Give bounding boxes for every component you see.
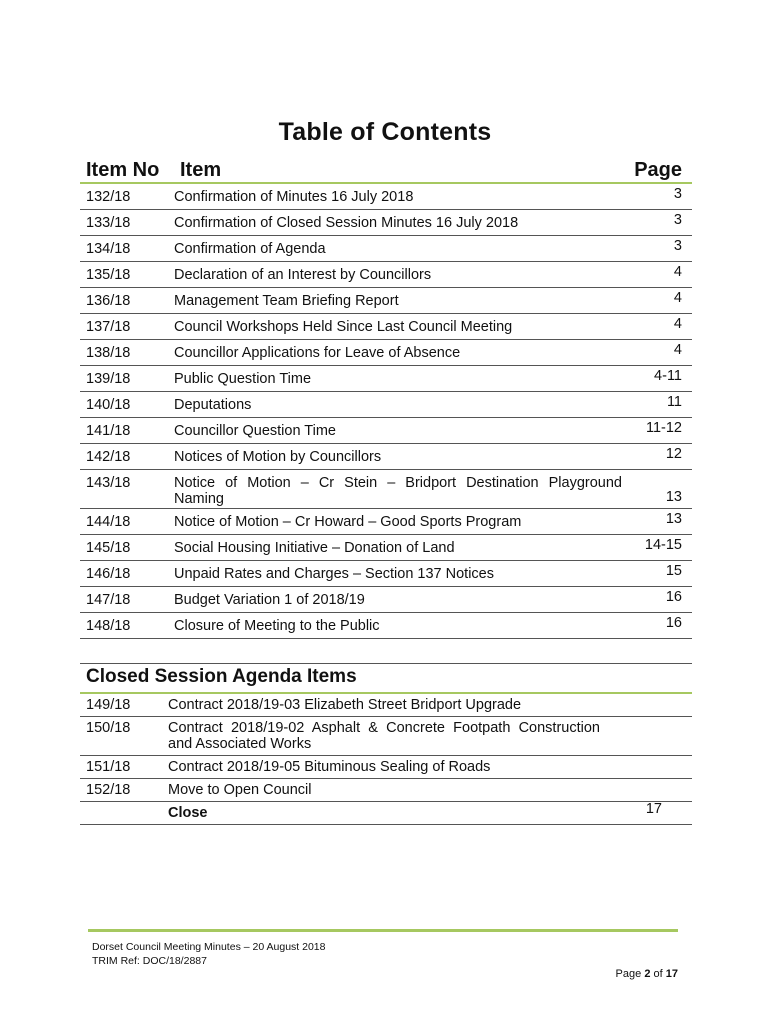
row-page: 4 [673,342,682,358]
table-row [80,509,692,535]
table-row [80,288,692,314]
row-item-no: 140/18 [86,397,131,413]
closed-section-title: Closed Session Agenda Items [80,664,692,694]
table-row [80,444,692,470]
closed-item-title: Contract 2018/19-05 Bituminous Sealing of Roads [168,759,491,775]
table-row [80,418,692,444]
row-page: 3 [673,238,682,254]
close-row [80,802,692,825]
header-page: Page [634,159,682,181]
row-page: 12 [665,446,682,462]
section-gap [80,639,692,664]
table-row [80,262,692,288]
toc-header-row [80,150,692,184]
row-item-title: Councillor Applications for Leave of Absence [174,345,461,361]
closed-item-title: Contract 2018/19-03 Elizabeth Street Bridport Upgrade [168,697,522,713]
row-item-title: Budget Variation 1 of 2018/19 [174,592,365,608]
row-item-no: 132/18 [86,189,131,205]
row-item-no: 141/18 [86,423,131,439]
toc-rows [80,184,692,639]
closed-table-row [80,694,692,717]
footer-trim-ref: TRIM Ref: DOC/18/2887 [92,955,207,967]
row-item-no: 137/18 [86,319,131,335]
row-item-title: Management Team Briefing Report [174,293,399,309]
page-current: 2 [644,968,651,980]
closed-item-title: Contract 2018/19-02 Asphalt & Concrete Footpath Construction and Associated Works [168,720,600,752]
row-page: 14-15 [644,537,682,553]
row-item-no: 138/18 [86,345,131,361]
row-item-no: 144/18 [86,514,131,530]
table-row [80,366,692,392]
row-item-no: 136/18 [86,293,131,309]
closed-item-no: 152/18 [86,782,131,798]
page-number [616,968,678,980]
row-item-title: Notice of Motion – Cr Howard – Good Sports Program [174,514,522,530]
toc-table [80,150,692,825]
row-item-title: Unpaid Rates and Charges – Section 137 Notices [174,566,494,582]
row-item-title: Social Housing Initiative – Donation of Land [174,540,455,556]
table-row [80,314,692,340]
table-row [80,561,692,587]
row-item-title: Confirmation of Agenda [174,241,326,257]
row-page: 13 [665,511,682,527]
header-item-no: Item No [86,159,160,181]
row-item-no: 134/18 [86,241,131,257]
table-row [80,535,692,561]
row-page: 16 [665,615,682,631]
header-item: Item [180,159,222,181]
row-item-no: 145/18 [86,540,131,556]
row-page: 4 [673,290,682,306]
footer-divider [88,929,678,932]
table-row [80,184,692,210]
table-row [80,210,692,236]
table-row [80,587,692,613]
row-page: 11 [666,394,682,410]
row-item-title: Confirmation of Minutes 16 July 2018 [174,189,414,205]
row-page: 13 [665,489,682,505]
row-item-no: 142/18 [86,449,131,465]
row-item-title: Deputations [174,397,252,413]
row-page: 4-11 [654,368,682,384]
page-of: of [653,968,663,980]
table-row [80,392,692,418]
table-row [80,613,692,639]
closed-item-title: Move to Open Council [168,782,312,798]
row-item-title: Public Question Time [174,371,312,387]
row-item-no: 133/18 [86,215,131,231]
page-title: Table of Contents [278,118,492,146]
table-row [80,470,692,509]
row-page: 3 [673,186,682,202]
row-page: 3 [673,212,682,228]
closed-item-no: 150/18 [86,720,131,736]
closed-rows [80,694,692,802]
row-item-title: Notices of Motion by Councillors [174,449,382,465]
row-item-no: 147/18 [86,592,131,608]
row-item-title: Council Workshops Held Since Last Council Meeting [174,319,513,335]
row-item-no: 146/18 [86,566,131,582]
closed-item-no: 151/18 [86,759,131,775]
row-page: 16 [665,589,682,605]
closed-table-row [80,717,692,756]
row-item-title: Notice of Motion – Cr Stein – Bridport Destination Playground Naming [174,475,622,507]
row-page: 4 [673,316,682,332]
row-page: 4 [673,264,682,280]
row-item-no: 135/18 [86,267,131,283]
close-label: Close [168,805,208,821]
page-total: 17 [665,968,678,980]
row-item-title: Declaration of an Interest by Councillors [174,267,432,283]
row-item-no: 143/18 [86,475,131,491]
row-page: 15 [665,563,682,579]
row-item-title: Councillor Question Time [174,423,336,439]
closed-table-row [80,756,692,779]
close-row-no [80,802,168,824]
closed-table-row [80,779,692,802]
row-page: 11-12 [645,420,682,436]
closed-item-no: 149/18 [86,697,131,713]
table-row [80,236,692,262]
row-item-no: 148/18 [86,618,131,634]
row-item-title: Confirmation of Closed Session Minutes 16 July 2018 [174,215,519,231]
row-item-title: Closure of Meeting to the Public [174,618,380,634]
footer [92,940,325,968]
page-prefix: Page [615,968,642,980]
row-item-no: 139/18 [86,371,131,387]
footer-title: Dorset Council Meeting Minutes – 20 August 2018 [92,941,326,953]
table-row [80,340,692,366]
close-page: 17 [645,801,662,817]
